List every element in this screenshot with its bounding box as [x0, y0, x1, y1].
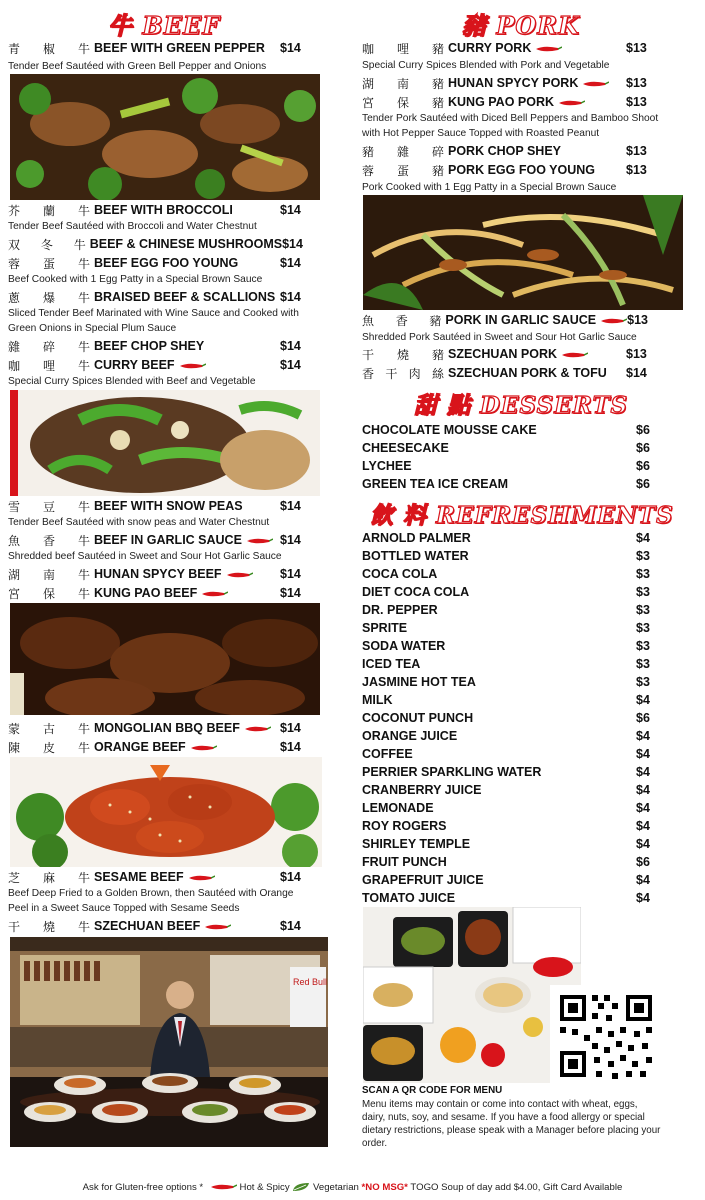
- chinese-name: 蒙 古 牛: [8, 721, 90, 736]
- menu-item-green-tea-ice-cream: [362, 475, 662, 493]
- chinese-name: 宮 保 牛: [8, 586, 90, 601]
- item-price: $4: [636, 801, 650, 815]
- item-price: $4: [636, 837, 650, 851]
- item-price: $14: [280, 339, 301, 353]
- item-price: $14: [626, 366, 647, 380]
- item-name: BEEF WITH SNOW PEAS: [94, 499, 243, 513]
- item-name: GREEN TEA ICE CREAM: [362, 477, 509, 491]
- item-name: SHIRLEY TEMPLE: [362, 837, 471, 851]
- menu-item-drink: [362, 781, 662, 799]
- item-name: SZECHUAN BEEF: [94, 919, 280, 933]
- item-name: BEEF & CHINESE MUSHROOMS: [89, 237, 283, 251]
- item-name: LEMONADE: [362, 801, 434, 815]
- menu-item-beef-garlic-sauce: [8, 531, 320, 549]
- item-price: $4: [636, 873, 650, 887]
- pepper-icon: [599, 317, 627, 325]
- item-name: BEEF CHOP SHEY: [94, 339, 205, 353]
- pepper-icon: [557, 99, 585, 107]
- item-price: $4: [636, 531, 650, 545]
- item-price: $3: [636, 567, 650, 581]
- item-price: $3: [636, 585, 650, 599]
- chinese-name: 香 干 肉 絲: [362, 366, 444, 381]
- item-price: $4: [636, 891, 650, 905]
- menu-item-braised-beef-scallions: [8, 288, 320, 306]
- menu-item-curry-pork: [362, 39, 662, 57]
- item-price: $6: [636, 423, 650, 437]
- chinese-name: 咖 哩 牛: [8, 358, 90, 373]
- photo-sign: Red Bull: [293, 977, 328, 987]
- menu-item-mongolian-bbq-beef: [8, 719, 320, 737]
- menu-item-hunan-pork: [362, 74, 662, 92]
- menu-item-drink: [362, 709, 662, 727]
- item-description: Beef Deep Fried to a Golden Brown, then Sautéed with Orange Peel in a Sweet Sauce Topped with Sesame Seeds: [8, 888, 294, 914]
- chinese-name: 蓉 蛋 牛: [8, 256, 90, 271]
- menu-item-beef-egg-foo-young: [8, 254, 320, 272]
- item-price: $14: [280, 290, 301, 304]
- item-name: CHEESECAKE: [362, 441, 449, 455]
- item-description: Shredded beef Sautéed in Sweet and Sour Hot Garlic Sauce: [8, 551, 282, 562]
- chinese-name: 陳 皮 牛: [8, 740, 90, 755]
- chinese-name: 魚 香 豬: [362, 313, 442, 328]
- item-price: $14: [280, 740, 301, 754]
- pepper-icon: [243, 725, 271, 733]
- chinese-name: 芝 麻 牛: [8, 870, 90, 885]
- menu-item-drink: [362, 601, 662, 619]
- chinese-name: 雜 碎 牛: [8, 339, 90, 354]
- beef-heading: 牛 BEEF: [108, 11, 221, 40]
- menu-item-drink: [362, 799, 662, 817]
- chinese-name: 雪 豆 牛: [8, 499, 90, 514]
- item-name: CURRY PORK: [448, 41, 626, 55]
- item-name: SZECHUAN PORK: [448, 347, 626, 361]
- menu-item-beef-green-pepper: [8, 39, 320, 57]
- item-price: $14: [280, 533, 301, 547]
- item-price: $3: [636, 621, 650, 635]
- item-price: $13: [626, 76, 647, 90]
- item-price: $14: [280, 919, 301, 933]
- menu-item-drink: [362, 655, 662, 673]
- vegetarian-note: Vegetarian: [312, 1182, 359, 1193]
- item-price: $14: [282, 237, 303, 251]
- item-price: $3: [636, 675, 650, 689]
- menu-item-drink: [362, 529, 662, 547]
- item-name: CHOCOLATE MOUSSE CAKE: [362, 423, 537, 437]
- item-price: $14: [280, 203, 301, 217]
- menu-item-lychee: [362, 457, 662, 475]
- pepper-icon: [534, 45, 562, 53]
- item-name: SZECHUAN PORK & TOFU: [448, 366, 607, 380]
- allergy-notice: Menu items may contain or come into contact with wheat, eggs, dairy, nuts, soy, and sesame. If you have a food allergy or special dietary restrictions, please speak with a Manager before placing your order.: [362, 1099, 661, 1149]
- item-name: SPRITE: [362, 621, 408, 635]
- item-price: $6: [636, 441, 650, 455]
- item-name: BRAISED BEEF & SCALLIONS: [94, 290, 276, 304]
- pepper-icon: [581, 80, 609, 88]
- item-name: ICED TEA: [362, 657, 421, 671]
- item-price: $14: [280, 721, 301, 735]
- mongolian-beef-photo: [10, 603, 320, 715]
- menu-item-drink: [362, 691, 662, 709]
- item-name: BEEF IN GARLIC SAUCE: [94, 533, 280, 547]
- item-description: Tender Beef Sautéed with Green Bell Pepper and Onions: [8, 61, 267, 72]
- item-price: $13: [626, 163, 647, 177]
- item-price: $14: [280, 586, 301, 600]
- item-price: $13: [626, 95, 647, 109]
- refreshments-heading: 飲 料 REFRESHMENTS: [370, 502, 674, 529]
- pepper-icon: [209, 1183, 237, 1191]
- item-name: BOTTLED WATER: [362, 549, 469, 563]
- item-description: Special Curry Spices Blended with Pork and Vegetable: [362, 60, 610, 71]
- chinese-name: 干 燒 豬: [362, 347, 444, 362]
- item-price: $6: [636, 477, 650, 491]
- item-price: $14: [280, 567, 301, 581]
- menu-item-drink: [362, 565, 662, 583]
- item-price: $4: [636, 747, 650, 761]
- chinese-name: 宮 保 豬: [362, 95, 444, 110]
- item-name: DIET COCA COLA: [362, 585, 470, 599]
- menu-item-drink: [362, 727, 662, 745]
- item-name: SESAME BEEF: [94, 870, 280, 884]
- item-price: $4: [636, 783, 650, 797]
- item-name: BEEF WITH GREEN PEPPER: [94, 41, 265, 55]
- item-price: $3: [636, 549, 650, 563]
- menu-item-drink: [362, 835, 662, 853]
- chinese-name: 蓉 蛋 豬: [362, 163, 444, 178]
- sesame-beef-photo: [10, 757, 322, 867]
- item-price: $14: [280, 256, 301, 270]
- menu-item-drink: [362, 547, 662, 565]
- item-price: $3: [636, 657, 650, 671]
- menu-item-curry-beef: [8, 356, 320, 374]
- qr-code-image: [550, 985, 660, 1085]
- menu-item-drink: [362, 853, 662, 871]
- menu-item-szechuan-pork: [362, 345, 662, 363]
- item-price: $14: [280, 41, 301, 55]
- item-price: $4: [636, 819, 650, 833]
- item-name: HUNAN SPYCY BEEF: [94, 567, 280, 581]
- pepper-icon: [225, 571, 253, 579]
- item-price: $6: [636, 711, 650, 725]
- item-price: $3: [636, 603, 650, 617]
- item-price: $13: [626, 41, 647, 55]
- item-price: $4: [636, 693, 650, 707]
- footer: [0, 1182, 705, 1193]
- chinese-name: 魚 香 牛: [8, 533, 90, 548]
- chinese-name: 双 冬 牛: [8, 237, 86, 252]
- pepper-icon: [200, 590, 228, 598]
- menu-item-pork-chop-shey: [362, 142, 662, 160]
- pepper-icon: [187, 874, 215, 882]
- desserts-heading: 甜 點 DESSERTS: [414, 392, 629, 419]
- chinese-name: 咖 哩 豬: [362, 41, 444, 56]
- menu-item-beef-snow-peas: [8, 497, 320, 515]
- menu-item-orange-beef: [8, 738, 320, 756]
- menu-item-beef-mushrooms: [8, 235, 320, 253]
- item-name: LYCHEE: [362, 459, 412, 473]
- menu-item-drink: [362, 637, 662, 655]
- item-name: PORK CHOP SHEY: [448, 144, 561, 158]
- pepper-icon: [189, 744, 217, 752]
- item-description: Pork Cooked with 1 Egg Patty in a Special Brown Sauce: [362, 182, 617, 193]
- restaurant-host-photo: [10, 937, 328, 1147]
- item-price: $6: [636, 459, 650, 473]
- pork-heading: 豬 PORK: [462, 11, 581, 40]
- menu-item-drink: [362, 817, 662, 835]
- item-name: SODA WATER: [362, 639, 446, 653]
- item-price: $13: [627, 313, 648, 327]
- menu-item-drink: [362, 889, 662, 907]
- item-description: Tender Beef Sautéed with Broccoli and Water Chestnut: [8, 221, 257, 232]
- item-price: $14: [280, 499, 301, 513]
- item-name: BEEF EGG FOO YOUNG: [94, 256, 239, 270]
- item-description: Special Curry Spices Blended with Beef and Vegetable: [8, 376, 256, 387]
- menu-item-hunan-beef: [8, 565, 320, 583]
- menu-item-drink: [362, 673, 662, 691]
- item-name: BEEF WITH BROCCOLI: [94, 203, 233, 217]
- pepper-icon: [560, 351, 588, 359]
- chinese-name: 豬 雜 碎: [362, 144, 444, 159]
- leaf-icon: [292, 1182, 310, 1192]
- item-name: COCA COLA: [362, 567, 438, 581]
- beef-snow-peas-photo: [10, 390, 320, 496]
- item-name: COCONUT PUNCH: [362, 711, 474, 725]
- item-description: Shredded Pork Sautéed in Sweet and Sour Hot Garlic Sauce: [362, 332, 637, 343]
- gluten-free-note: Ask for Gluten-free options *: [82, 1182, 204, 1193]
- hot-spicy-note: Hot & Spicy: [239, 1182, 290, 1193]
- item-name: HUNAN SPYCY PORK: [448, 76, 626, 90]
- menu-item-drink: [362, 763, 662, 781]
- item-name: FRUIT PUNCH: [362, 855, 447, 869]
- menu-item-szechuan-pork-tofu: [362, 364, 662, 382]
- item-name: PORK IN GARLIC SAUCE: [445, 313, 627, 327]
- menu-item-chocolate-mousse-cake: [362, 421, 662, 439]
- item-name: ROY ROGERS: [362, 819, 447, 833]
- menu-item-drink: [362, 619, 662, 637]
- item-description: Beef Cooked with 1 Egg Patty in a Special Brown Sauce: [8, 274, 263, 285]
- menu-item-pork-egg-foo-young: [362, 161, 662, 179]
- menu-item-szechuan-beef: [8, 917, 320, 935]
- qr-caption: SCAN A QR CODE FOR MENU: [362, 1085, 503, 1096]
- item-name: ORANGE JUICE: [362, 729, 458, 743]
- item-price: $14: [280, 870, 301, 884]
- item-name: PORK EGG FOO YOUNG: [448, 163, 596, 177]
- item-name: TOMATO JUICE: [362, 891, 456, 905]
- item-description: Tender Pork Sautéed with Diced Bell Peppers and Bamboo Shoot with Hot Pepper Sauce Topped with Roasted Peanut: [362, 113, 659, 139]
- item-name: KUNG PAO BEEF: [94, 586, 280, 600]
- item-price: $6: [636, 855, 650, 869]
- item-name: PERRIER SPARKLING WATER: [362, 765, 542, 779]
- item-description: Sliced Tender Beef Marinated with Wine Sauce and Cooked with Green Onions in Special Plum Sauce: [8, 308, 299, 334]
- item-name: COFFEE: [362, 747, 413, 761]
- chinese-name: 芥 蘭 牛: [8, 203, 90, 218]
- item-name: CRANBERRY JUICE: [362, 783, 482, 797]
- menu-item-drink: [362, 745, 662, 763]
- item-price: $4: [636, 729, 650, 743]
- item-name: MILK: [362, 693, 393, 707]
- item-price: $14: [280, 358, 301, 372]
- item-name: DR. PEPPER: [362, 603, 438, 617]
- item-name: MONGOLIAN BBQ BEEF: [94, 721, 280, 735]
- takeout-photo: [363, 907, 581, 1083]
- menu-item-kung-pao-beef: [8, 584, 320, 602]
- item-price: $13: [626, 144, 647, 158]
- item-name: KUNG PAO PORK: [448, 95, 626, 109]
- item-description: Tender Beef Sautéed with snow peas and Water Chestnut: [8, 517, 270, 528]
- item-name: CURRY BEEF: [94, 358, 280, 372]
- item-price: $4: [636, 765, 650, 779]
- chinese-name: 青 椒 牛: [8, 41, 90, 56]
- item-price: $13: [626, 347, 647, 361]
- menu-item-pork-garlic-sauce: [362, 311, 662, 329]
- chinese-name: 湖 南 牛: [8, 567, 90, 582]
- menu-item-kung-pao-pork: [362, 93, 662, 111]
- menu-item-sesame-beef: [8, 868, 320, 886]
- item-name: ARNOLD PALMER: [362, 531, 471, 545]
- item-name: ORANGE BEEF: [94, 740, 280, 754]
- pepper-icon: [178, 362, 206, 370]
- no-msg-note: *NO MSG*: [361, 1182, 408, 1193]
- chinese-name: 干 燒 牛: [8, 919, 90, 934]
- chinese-name: 蔥 爆 牛: [8, 290, 90, 305]
- item-name: JASMINE HOT TEA: [362, 675, 476, 689]
- chinese-name: 湖 南 豬: [362, 76, 444, 91]
- item-name: GRAPEFRUIT JUICE: [362, 873, 484, 887]
- item-price: $3: [636, 639, 650, 653]
- pork-garlic-sauce-photo: [363, 195, 683, 310]
- menu-item-beef-chop-shey: [8, 337, 320, 355]
- pepper-icon: [203, 923, 231, 931]
- menu-item-cheesecake: [362, 439, 662, 457]
- pepper-icon: [245, 537, 273, 545]
- menu-item-beef-broccoli: [8, 201, 320, 219]
- beef-green-pepper-photo: [10, 74, 320, 200]
- menu-item-drink: [362, 871, 662, 889]
- menu-item-drink: [362, 583, 662, 601]
- togo-note: TOGO Soup of day add $4.00, Gift Card Available: [410, 1182, 623, 1193]
